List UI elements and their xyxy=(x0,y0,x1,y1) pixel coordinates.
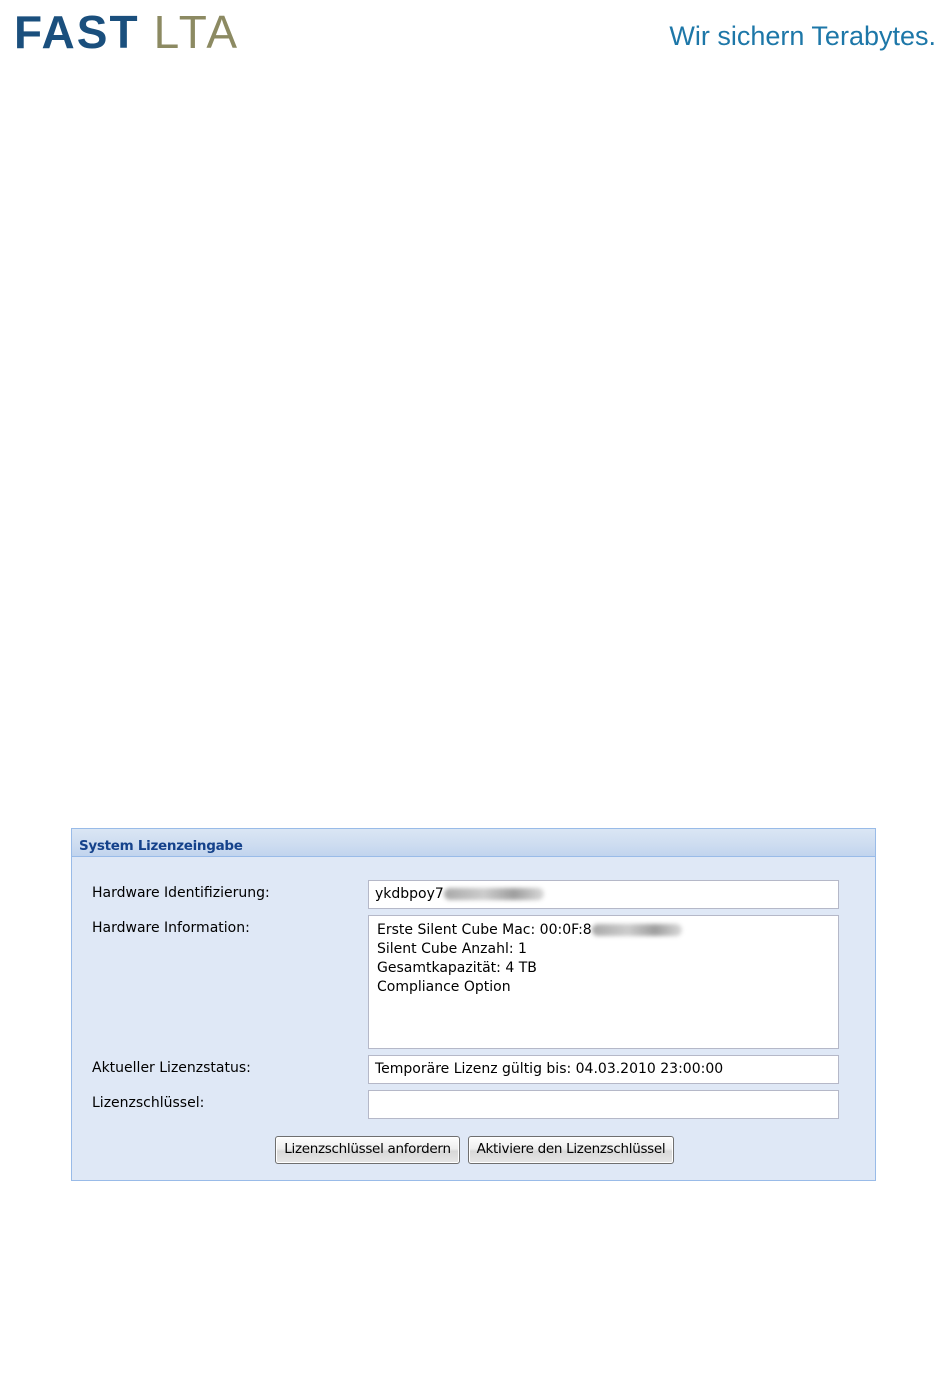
logo-fast-text: FAST xyxy=(14,6,140,58)
company-logo xyxy=(14,6,240,58)
hardware-id-value: ykdbpoy7 xyxy=(375,886,444,902)
panel-title: System Lizenzeingabe xyxy=(79,838,243,854)
redacted-blur-icon xyxy=(592,924,682,936)
activate-license-key-button[interactable]: Aktiviere den Lizenzschlüssel xyxy=(468,1136,674,1164)
hardware-info-line: Compliance Option xyxy=(377,979,511,995)
license-status-label: Aktueller Lizenzstatus: xyxy=(92,1060,251,1076)
license-status-field[interactable] xyxy=(368,1055,839,1084)
redacted-blur-icon xyxy=(444,888,544,900)
license-status-value: Temporäre Lizenz gültig bis: 04.03.2010 23:00:00 xyxy=(375,1061,724,1077)
license-key-label: Lizenzschlüssel: xyxy=(92,1095,205,1111)
license-key-input[interactable] xyxy=(368,1090,839,1119)
logo-lta-text: LTA xyxy=(153,6,241,58)
license-entry-panel xyxy=(71,828,876,1181)
hardware-info-line: Erste Silent Cube Mac: 00:0F:8 xyxy=(377,921,830,940)
hardware-info-line: Silent Cube Anzahl: 1 xyxy=(377,941,527,957)
hardware-id-field[interactable] xyxy=(368,880,839,909)
hardware-info-line: Gesamtkapazität: 4 TB xyxy=(377,960,537,976)
request-license-key-button[interactable]: Lizenzschlüssel anfordern xyxy=(275,1136,460,1164)
panel-header xyxy=(72,829,875,857)
hardware-id-label: Hardware Identifizierung: xyxy=(92,885,270,901)
hardware-info-label: Hardware Information: xyxy=(92,920,250,936)
company-tagline: Wir sichern Terabytes. xyxy=(669,21,936,51)
hardware-info-textarea[interactable] xyxy=(368,915,839,1049)
